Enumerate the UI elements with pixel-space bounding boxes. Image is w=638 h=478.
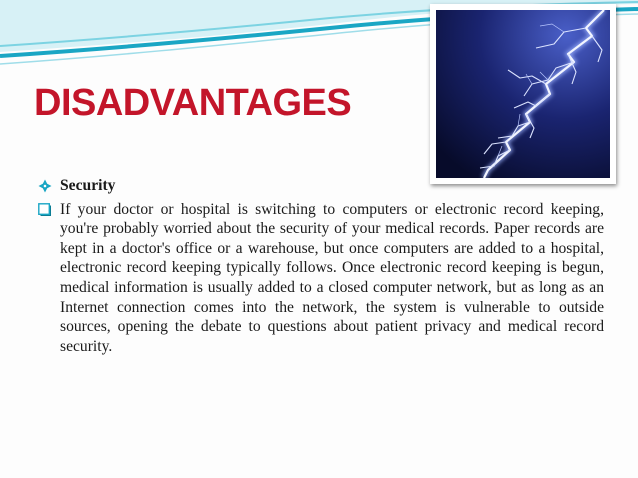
bullet-list — [38, 176, 604, 360]
slide-title: DISADVANTAGES — [34, 82, 352, 124]
list-item-paragraph — [38, 200, 604, 357]
list-item-security — [38, 176, 604, 196]
bullet-heading: Security — [60, 177, 116, 194]
lightning-photo — [436, 10, 610, 178]
diamond-bullet-icon — [38, 179, 52, 193]
square-bullet-icon — [38, 203, 52, 217]
lightning-photo-frame — [430, 4, 616, 184]
bullet-paragraph: If your doctor or hospital is switching to computers or electronic record keeping, you're probably worried about the security of your medical records. Paper records are kept in a doctor's office or a warehouse, but once computers are added to a hospital, electronic record keeping typically follows. Once electronic record keeping is begun, medical information is usually added to a closed computer network, but as long as an Internet connection comes into the network, the system is vulnerable to outside sources, opening the debate to questions about patient privacy and medical record security. — [60, 200, 604, 355]
